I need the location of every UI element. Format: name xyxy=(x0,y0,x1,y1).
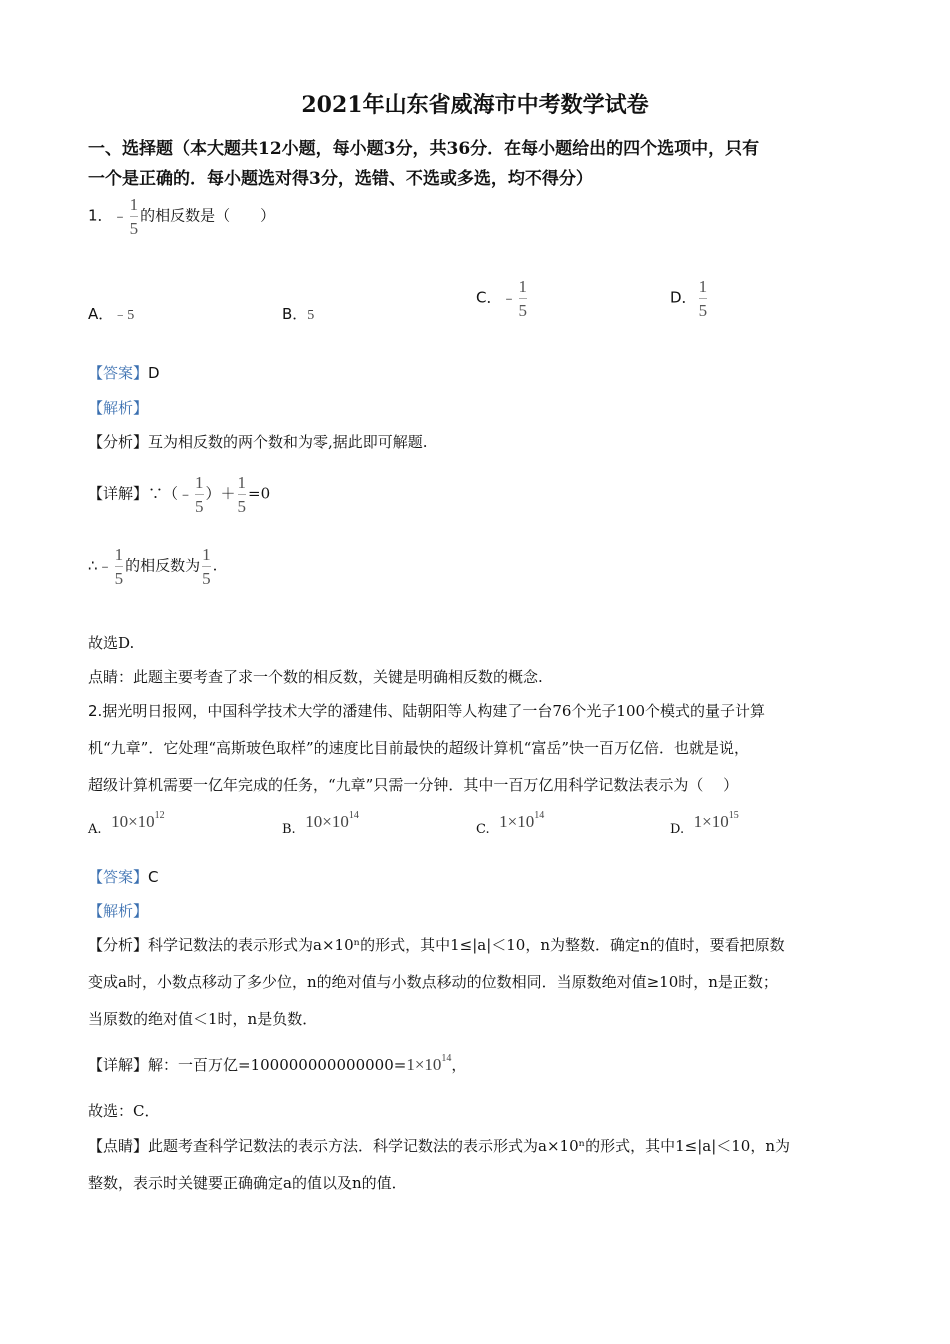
fraction-denominator: 5 xyxy=(238,494,247,515)
fraction-numerator: 1 xyxy=(202,545,211,564)
section-heading-line2: 一个是正确的．每小题选对得3分，选错、不选或多选，均不得分） xyxy=(88,169,593,189)
option-label: B. xyxy=(282,822,296,837)
math-base: 1×10 xyxy=(499,812,535,831)
fraction-denominator: 5 xyxy=(195,494,204,515)
fraction xyxy=(699,278,708,319)
fraction xyxy=(115,546,124,587)
answer-line xyxy=(88,362,160,383)
option-a xyxy=(88,303,134,324)
option-label: B． xyxy=(282,305,308,323)
math-base: 1×10 xyxy=(693,812,729,831)
fraction-denominator: 5 xyxy=(130,216,139,237)
dianjing-tag: 【点睛】 xyxy=(88,1137,149,1155)
therefore-mid: 的相反数为 xyxy=(125,556,201,575)
math-exponent: 15 xyxy=(728,810,739,821)
fraction-denominator: 5 xyxy=(519,298,528,319)
answer-value: D xyxy=(148,364,160,382)
fraction-numerator: 1 xyxy=(237,473,247,492)
neg-sign: ﹣ xyxy=(501,288,517,307)
neg-sign: ﹣ xyxy=(97,556,113,575)
therefore-end: . xyxy=(212,556,218,575)
question-number: 1． xyxy=(88,206,113,225)
detail-tag: 【详解】 xyxy=(88,484,149,503)
fraction-denominator: 5 xyxy=(115,566,124,587)
question-number: 2. xyxy=(88,702,103,720)
option-value xyxy=(305,812,359,831)
question-2-line2: 机“九章”．它处理“高斯玻色取样”的速度比目前最快的超级计算机“富岳”快一百万亿倍．也就是说， xyxy=(88,739,750,757)
section-heading-line1: 一、选择题（本大题共12小题，每小题3分，共36分．在每小题给出的四个选项中，只有 xyxy=(88,139,760,159)
option-d xyxy=(670,810,739,837)
detail-tag: 【详解】 xyxy=(88,1056,149,1074)
detail-line xyxy=(88,1053,466,1075)
choose-line: 故选D. xyxy=(88,634,135,652)
fenxi-line1 xyxy=(88,934,785,955)
option-label: C． xyxy=(476,288,502,307)
option-label: D． xyxy=(670,288,697,307)
answer-value: C xyxy=(148,868,159,886)
fraction-denominator: 5 xyxy=(202,566,211,587)
fenxi-line3: 当原数的绝对值＜1时，n是负数． xyxy=(88,1010,318,1028)
detail-because: ∵（﹣ xyxy=(148,484,194,503)
detail-line xyxy=(88,474,270,515)
option-value xyxy=(499,812,544,831)
detail-math xyxy=(406,1055,451,1074)
detail-end: =0 xyxy=(248,484,271,503)
fenxi-tag: 【分析】 xyxy=(88,936,149,954)
option-label: A． xyxy=(88,305,114,323)
fenxi-text: 科学记数法的表示形式为a×10ⁿ的形式，其中1≤|a|＜10，n为整数．确定n的值时，要看把原数 xyxy=(148,936,785,954)
math-base: 1×10 xyxy=(406,1055,442,1074)
fraction-numerator: 1 xyxy=(114,545,124,564)
fraction-numerator: 1 xyxy=(698,277,708,296)
option-d xyxy=(670,278,709,319)
question-2-line1 xyxy=(88,700,765,721)
option-a xyxy=(88,810,165,837)
fenxi-text: 互为相反数的两个数和为零,据此即可解题. xyxy=(148,433,428,451)
math-exponent: 14 xyxy=(441,1053,452,1064)
fraction-denominator: 5 xyxy=(699,298,708,319)
option-label: A. xyxy=(88,822,102,837)
math-exponent: 14 xyxy=(534,810,545,821)
question-1-stem xyxy=(88,196,275,237)
option-label: D. xyxy=(670,822,685,837)
option-value: ﹣5 xyxy=(113,308,135,323)
fenxi-line2: 变成a时，小数点移动了多少位，n的绝对值与小数点移动的位数相同．当原数绝对值≥10时，n是正数； xyxy=(88,973,778,991)
choose-line: 故选：C． xyxy=(88,1102,160,1120)
option-value xyxy=(111,812,165,831)
analysis-tag: 【解析】 xyxy=(88,902,149,920)
option-c xyxy=(476,278,529,319)
question-2-line3: 超级计算机需要一亿年完成的任务，“九章”只需一分钟．其中一百万亿用科学记数法表示为（ ） xyxy=(88,776,739,794)
fraction-numerator: 1 xyxy=(518,277,527,296)
dianjing-line1 xyxy=(88,1135,790,1156)
option-label: C. xyxy=(476,822,490,837)
option-value xyxy=(694,812,739,831)
math-base: 10×10 xyxy=(305,812,349,831)
therefore-symbol: ∴ xyxy=(88,556,98,575)
neg-sign: ﹣ xyxy=(112,206,128,225)
option-value: 5 xyxy=(307,308,315,323)
answer-line xyxy=(88,866,159,887)
fenxi-line xyxy=(88,431,428,452)
detail-text: 解：一百万亿=100000000000000= xyxy=(148,1056,407,1074)
fraction-numerator: 1 xyxy=(195,473,204,492)
math-exponent: 14 xyxy=(348,810,359,821)
analysis-tag: 【解析】 xyxy=(88,399,149,417)
fraction-numerator: 1 xyxy=(129,195,139,214)
page-title: 2021年山东省威海市中考数学试卷 xyxy=(301,92,649,118)
fraction xyxy=(238,474,247,515)
option-c xyxy=(476,810,544,837)
answer-tag: 【答案】 xyxy=(88,364,149,382)
fraction xyxy=(202,546,211,587)
fraction xyxy=(519,278,528,319)
dianjing-text: 此题考查科学记数法的表示方法．科学记数法的表示形式为a×10ⁿ的形式，其中1≤|a|＜10，n为 xyxy=(148,1137,791,1155)
question-text: 的相反数是（ ） xyxy=(140,206,276,225)
comment-line: 点睛：此题主要考查了求一个数的相反数，关键是明确相反数的概念. xyxy=(88,668,543,686)
option-b xyxy=(282,303,314,324)
fenxi-tag: 【分析】 xyxy=(88,433,149,451)
detail-mid: ）＋ xyxy=(205,484,236,503)
fraction xyxy=(195,474,204,515)
answer-tag: 【答案】 xyxy=(88,868,149,886)
option-b xyxy=(282,810,359,837)
question-text: 据光明日报网，中国科学技术大学的潘建伟、陆朝阳等人构建了一台76个光子100个模式的量子计算 xyxy=(102,702,766,720)
math-exponent: 12 xyxy=(154,810,165,821)
therefore-line xyxy=(88,546,217,587)
detail-end: ， xyxy=(451,1056,467,1074)
dianjing-line2: 整数，表示时关键要正确确定a的值以及n的值． xyxy=(88,1174,407,1192)
fraction xyxy=(130,196,139,237)
math-base: 10×10 xyxy=(111,812,155,831)
